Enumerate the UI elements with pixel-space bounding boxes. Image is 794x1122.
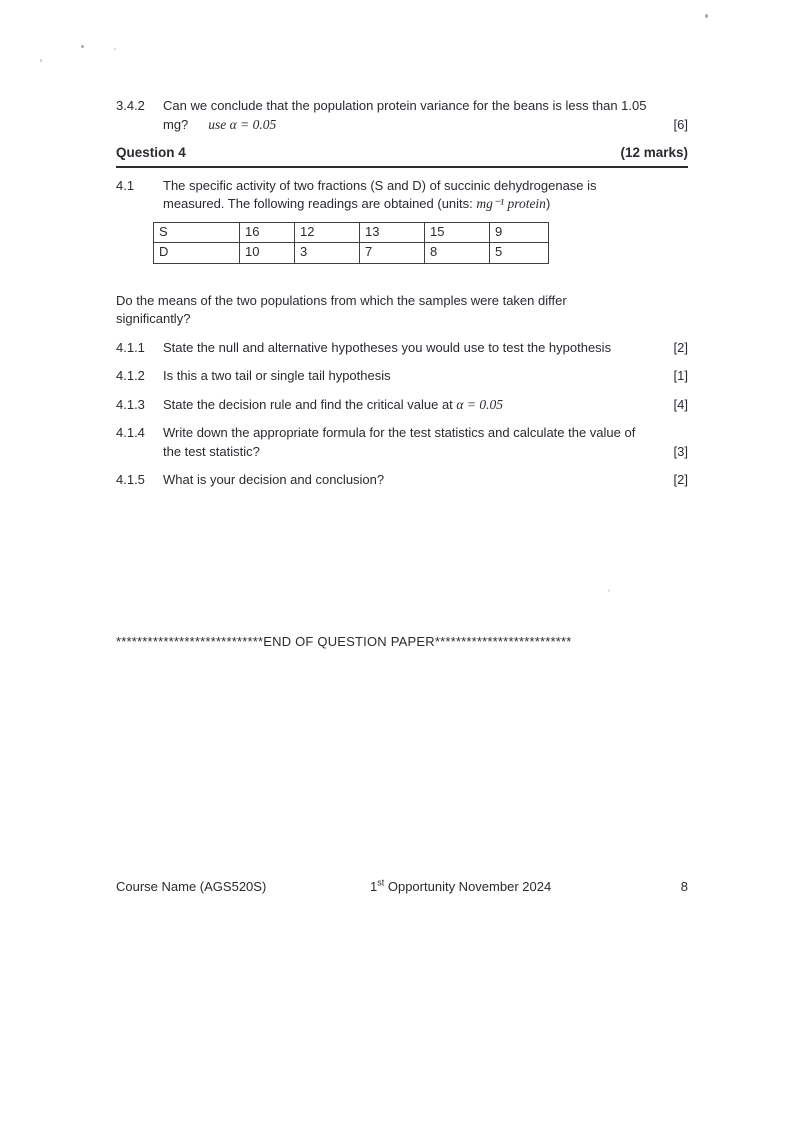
scan-artifact xyxy=(40,59,42,62)
table-row xyxy=(154,243,549,264)
question-number: 3.4.2 xyxy=(116,98,145,113)
question-line: The specific activity of two fractions (S and D) of succinic dehydrogenase is xyxy=(163,177,597,193)
question-text xyxy=(163,367,666,386)
question-item-3-4-2 xyxy=(116,97,688,134)
table-cell: 5 xyxy=(490,243,549,264)
question-number: 4.1.2 xyxy=(116,368,145,383)
marks-badge: [2] xyxy=(673,472,688,487)
table-cell: 8 xyxy=(425,243,490,264)
question-text xyxy=(163,339,666,358)
intro-line: significantly? xyxy=(116,311,191,326)
table-cell: 12 xyxy=(295,222,360,243)
scan-artifact xyxy=(608,589,610,592)
table-row xyxy=(154,222,549,243)
question-number: 4.1.3 xyxy=(116,396,145,412)
question-line: Write down the appropriate formula for the test statistics and calculate the value of xyxy=(163,425,636,440)
question-line xyxy=(163,195,688,214)
intro-paragraph xyxy=(116,292,688,329)
question-line xyxy=(163,396,666,415)
table-cell: 7 xyxy=(360,243,425,264)
opportunity-label xyxy=(370,879,551,894)
question-number: 4.1.5 xyxy=(116,472,145,487)
question-text-fragment: State the decision rule and find the critical value at xyxy=(163,396,457,412)
question-text xyxy=(163,396,666,415)
question-line: State the null and alternative hypotheses you would use to test the hypothesis xyxy=(163,339,612,355)
question-item-4-1 xyxy=(116,177,688,214)
question-line: Can we conclude that the population protein variance for the beans is less than 1.05 xyxy=(163,98,647,113)
intro-line: Do the means of the two populations from which the samples were taken differ xyxy=(116,292,567,308)
math-expression: mg⁻¹ protein xyxy=(476,196,546,211)
subquestion-4-1-3 xyxy=(116,396,688,415)
question-line: What is your decision and conclusion? xyxy=(163,472,385,487)
subquestion-4-1-1 xyxy=(116,339,688,358)
marks-badge: [4] xyxy=(673,396,688,412)
marks-badge: [2] xyxy=(673,339,688,355)
marks-badge: [3] xyxy=(673,443,688,459)
subquestion-4-1-2 xyxy=(116,367,688,386)
math-expression: use α = 0.05 xyxy=(208,116,277,132)
question-text-fragment: measured. The following readings are obtained (units: xyxy=(163,196,477,211)
question-text xyxy=(163,97,666,134)
table-cell: 9 xyxy=(490,222,549,243)
page-footer xyxy=(116,879,688,897)
end-of-paper-text: END OF QUESTION PAPER xyxy=(263,634,435,649)
question-number: 4.1.1 xyxy=(116,339,145,355)
table-cell: 10 xyxy=(240,243,295,264)
scan-artifact xyxy=(81,45,84,48)
question-text-fragment: mg? xyxy=(163,116,189,132)
subquestion-list xyxy=(116,339,688,490)
question-line xyxy=(163,116,666,135)
marks-badge: [6] xyxy=(673,116,688,132)
course-name: Course Name (AGS520S) xyxy=(116,879,267,894)
question-title: Question 4 xyxy=(116,145,186,160)
row-label: D xyxy=(154,243,240,264)
page-number: 8 xyxy=(680,879,688,894)
stars-left: **************************** xyxy=(116,634,264,649)
math-expression: α = 0.05 xyxy=(456,396,503,412)
opportunity-number: 1 xyxy=(370,879,378,894)
question-number: 4.1 xyxy=(116,177,135,193)
table-cell: 3 xyxy=(295,243,360,264)
subquestion-4-1-4 xyxy=(116,424,688,461)
end-of-paper-marker xyxy=(116,634,688,649)
stars-right: ************************** xyxy=(434,634,572,649)
table-cell: 15 xyxy=(425,222,490,243)
question-text xyxy=(163,177,688,214)
row-label: S xyxy=(154,222,240,243)
page-content xyxy=(116,97,688,500)
scan-artifact xyxy=(114,48,116,50)
question-total-marks: (12 marks) xyxy=(620,145,688,160)
question-text xyxy=(163,471,666,490)
question-text xyxy=(163,424,666,461)
question-number: 4.1.4 xyxy=(116,425,145,440)
question-text-fragment: ) xyxy=(545,196,551,211)
question-line: the test statistic? xyxy=(163,443,260,459)
question4-heading xyxy=(116,144,688,168)
scan-artifact xyxy=(705,14,708,18)
subquestion-4-1-5 xyxy=(116,471,688,490)
opportunity-text: Opportunity November 2024 xyxy=(384,879,552,894)
table-cell: 13 xyxy=(360,222,425,243)
readings-table xyxy=(153,222,549,264)
marks-badge: [1] xyxy=(673,368,688,383)
question-line: Is this a two tail or single tail hypothesis xyxy=(163,368,391,383)
ordinal-suffix: st xyxy=(377,877,385,888)
table-cell: 16 xyxy=(240,222,295,243)
